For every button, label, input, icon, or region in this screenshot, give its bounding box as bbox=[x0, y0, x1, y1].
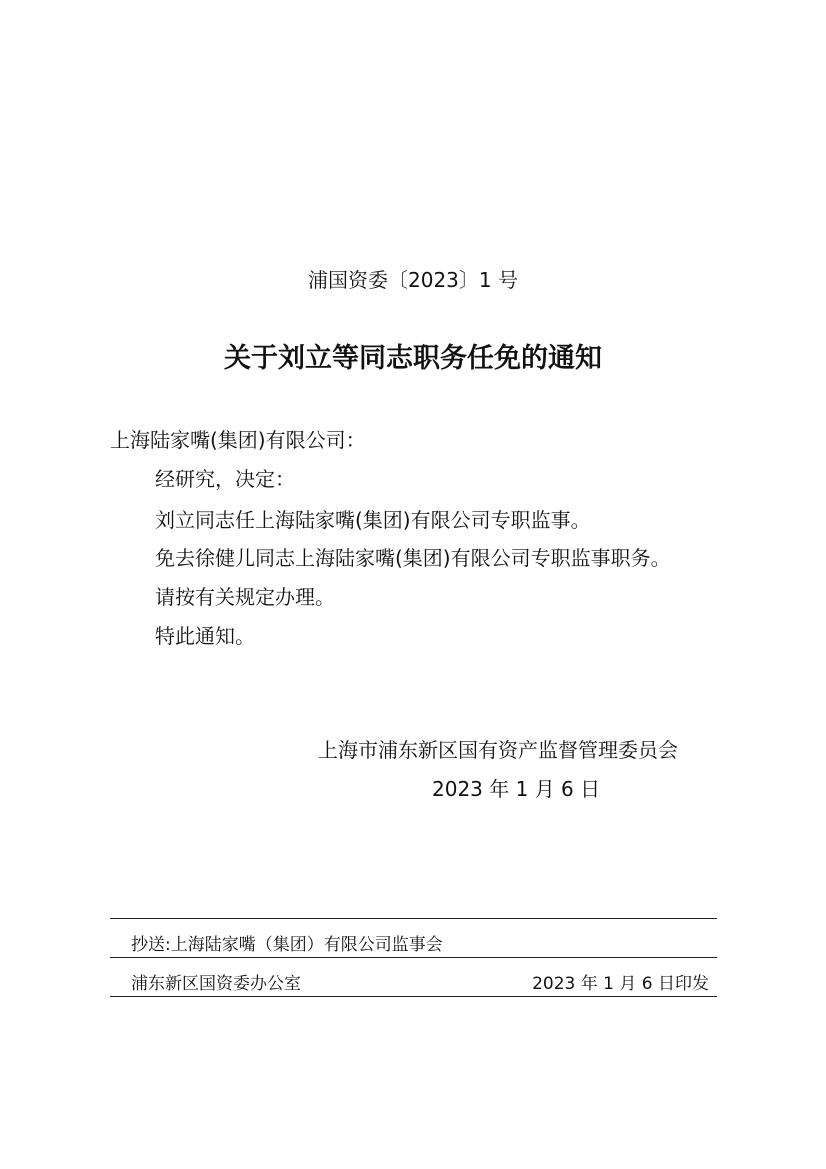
body-paragraph: 请按有关规定办理。 bbox=[155, 585, 335, 609]
body-paragraph: 刘立同志任上海陆家嘴(集团)有限公司专职监事。 bbox=[155, 508, 591, 532]
issue-date: 2023 年 1 月 6 日印发 bbox=[532, 974, 709, 994]
issuing-office: 浦东新区国资委办公室 bbox=[131, 974, 301, 994]
addressee: 上海陆家嘴(集团)有限公司： bbox=[110, 428, 366, 452]
footer-middle-rule bbox=[110, 957, 717, 958]
body-paragraph: 特此通知。 bbox=[155, 624, 255, 648]
cc-line: 抄送:上海陆家嘴（集团）有限公司监事会 bbox=[131, 935, 443, 955]
signing-organization: 上海市浦东新区国有资产监督管理委员会 bbox=[318, 738, 678, 762]
body-paragraph: 经研究，决定： bbox=[155, 467, 295, 491]
document-title: 关于刘立等同志职务任免的通知 bbox=[224, 343, 602, 374]
signing-date: 2023 年 1 月 6 日 bbox=[432, 777, 601, 801]
footer-bottom-rule bbox=[110, 996, 717, 997]
footer-top-rule bbox=[110, 918, 717, 919]
body-paragraph: 免去徐健儿同志上海陆家嘴(集团)有限公司专职监事职务。 bbox=[155, 546, 671, 570]
document-number: 浦国资委〔2023〕1 号 bbox=[308, 268, 518, 292]
